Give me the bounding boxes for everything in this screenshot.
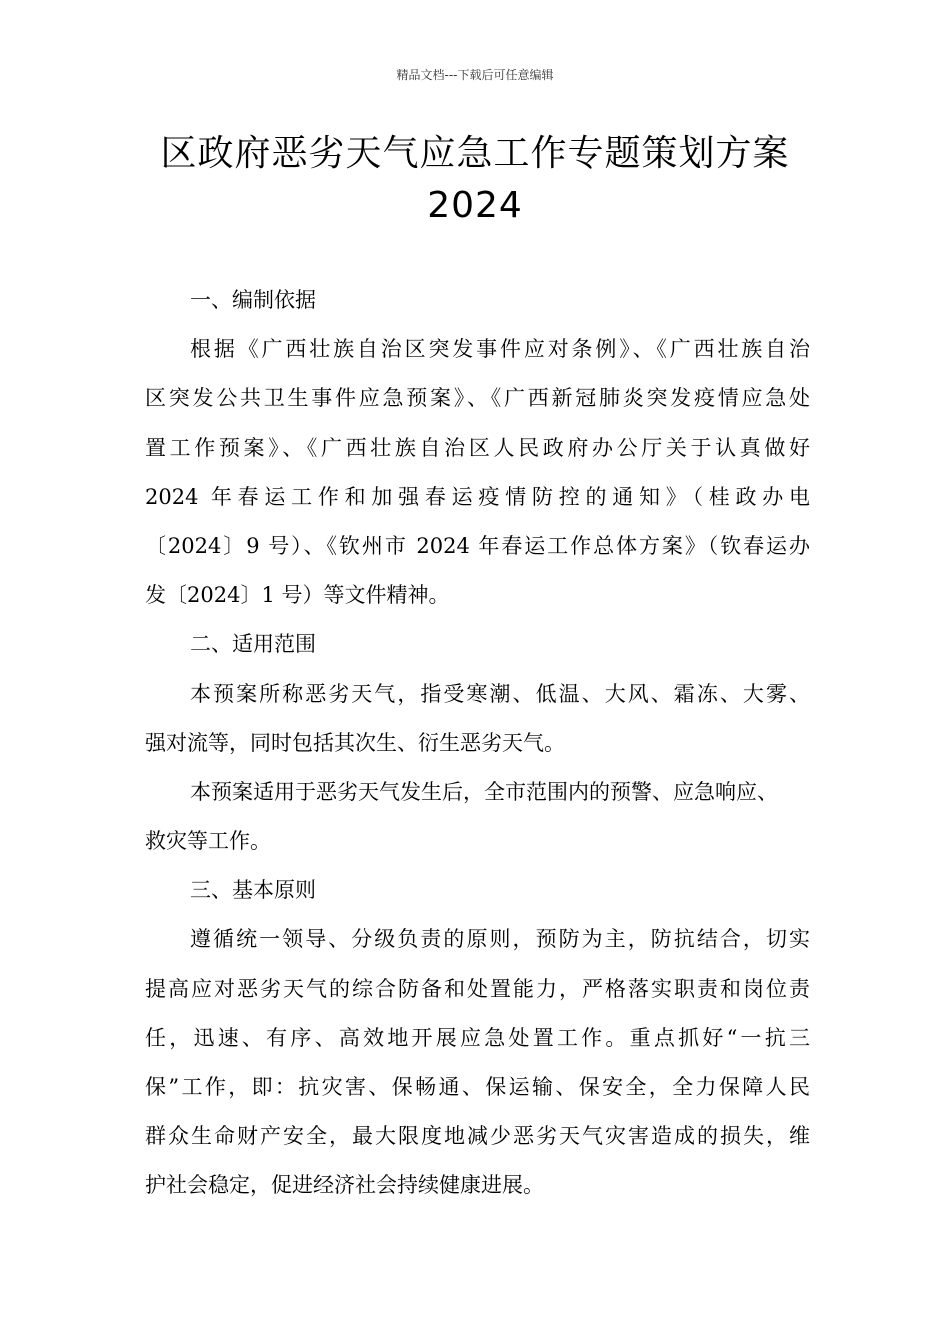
document-title: [60, 128, 890, 232]
paragraph-line: 2024 年春运工作和加强春运疫情防控的通知》（桂政办电: [145, 484, 810, 509]
paragraph-line: 任，迅速、有序、高效地开展应急处置工作。重点抓好“一抗三: [145, 1025, 810, 1050]
paragraph-line: 群众生命财产安全，最大限度地减少恶劣天气灾害造成的损失，维: [145, 1124, 810, 1149]
document-body: [145, 276, 810, 1211]
paragraph: [145, 325, 810, 620]
paragraph-line: 救灾等工作。: [145, 829, 271, 854]
paragraph: [145, 768, 810, 866]
paragraph-line: 本预案所称恶劣天气，指受寒潮、低温、大风、霜冻、大雾、: [190, 681, 810, 706]
paragraph-line: 遵循统一领导、分级负责的原则，预防为主，防抗结合，切实: [190, 927, 810, 952]
paragraph-line: 护社会稳定，促进经济社会持续健康进展。: [145, 1173, 544, 1198]
paragraph: [145, 670, 810, 768]
paragraph-line: 发〔2024〕1 号）等文件精神。: [145, 583, 450, 608]
section-heading: 一、编制依据: [190, 288, 316, 312]
title-line-1: 区政府恶劣天气应急工作专题策划方案: [160, 133, 790, 174]
paragraph-line: 置工作预案》、《广西壮族自治区人民政府办公厅关于认真做好: [145, 435, 810, 460]
paragraph-line: 强对流等，同时包括其次生、衍生恶劣天气。: [145, 730, 565, 755]
paragraph-line: 保”工作，即：抗灾害、保畅通、保运输、保安全，全力保障人民: [145, 1075, 810, 1099]
paragraph-line: 区突发公共卫生事件应急预案》、《广西新冠肺炎突发疫情应急处: [145, 386, 810, 411]
section-heading: 三、基本原则: [190, 878, 316, 903]
paragraph-line: 提高应对恶劣天气的综合防备和处置能力，严格落实职责和岗位责: [145, 976, 810, 1001]
section-heading: 二、适用范围: [190, 632, 316, 657]
paragraph-line: 〔2024〕9 号）、《钦州市 2024 年春运工作总体方案》（钦春运办: [145, 533, 810, 558]
header-note: 精品文档---下载后可任意编辑: [396, 68, 554, 82]
title-line-2: 2024: [427, 185, 523, 226]
paragraph-line: 本预案适用于恶劣天气发生后，全市范围内的预警、应急响应、: [190, 779, 778, 804]
paragraph: [145, 915, 810, 1210]
paragraph-line: 根据《广西壮族自治区突发事件应对条例》、《广西壮族自治: [190, 337, 810, 362]
